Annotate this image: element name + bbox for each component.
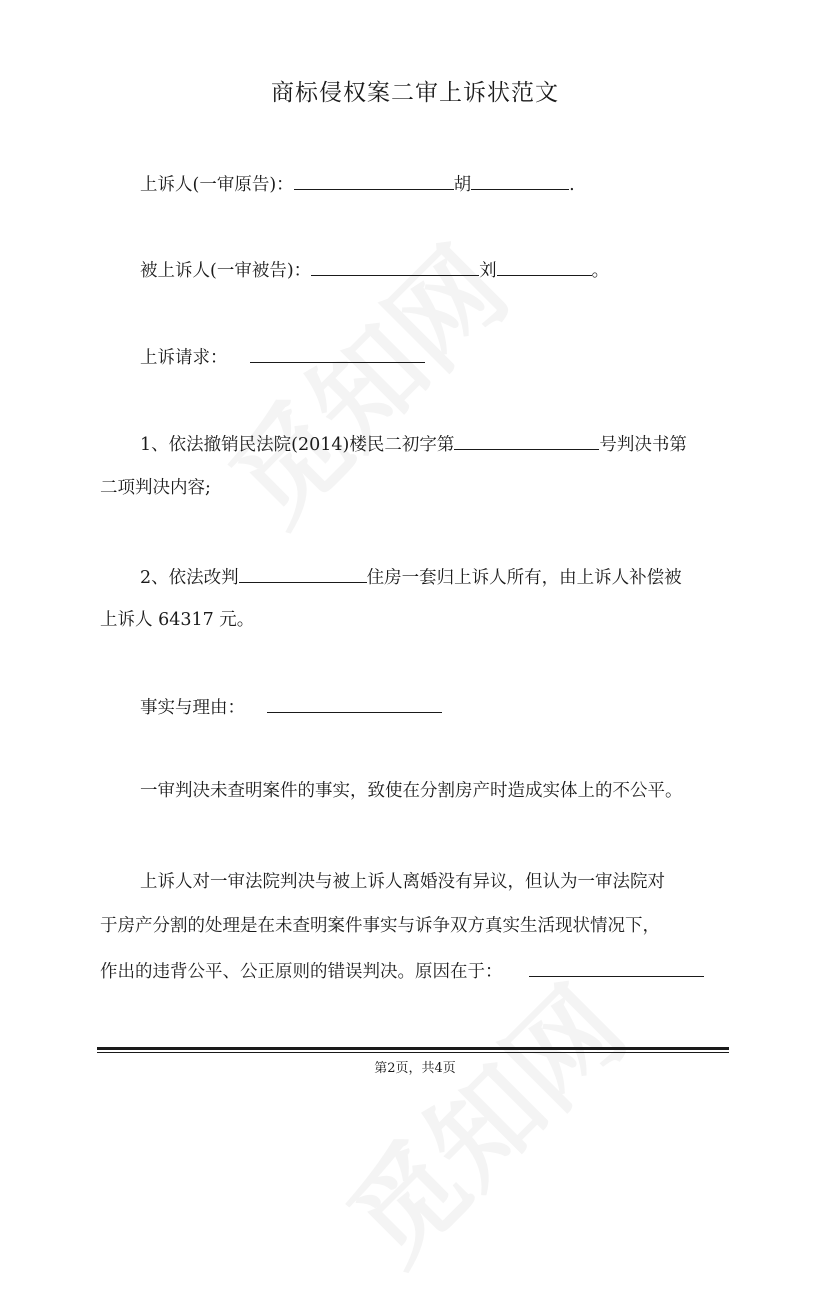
appellant-blank-1	[294, 169, 454, 190]
appellant-end: .	[569, 175, 575, 195]
request-label: 上诉请求：	[140, 348, 228, 368]
item2-suffix: 住房一套归上诉人所有，由上诉人补偿被	[366, 568, 682, 588]
item1-prefix: 1、依法撤销民法院(2014)楼民二初字第	[140, 435, 455, 455]
facts-label: 事实与理由：	[140, 698, 245, 718]
appellant-name: 胡	[453, 175, 472, 195]
appellee-end: 。	[591, 261, 610, 281]
page-number: 第2页，共4页	[374, 1061, 456, 1076]
footer-rule-thick	[97, 1047, 729, 1050]
document-title: 商标侵权案二审上诉状范文	[271, 80, 559, 106]
item1-line	[140, 429, 687, 459]
request-blank	[250, 342, 425, 363]
footer-rule-thin	[97, 1052, 729, 1053]
appellee-name: 刘	[479, 261, 497, 281]
item2-cont: 上诉人 64317 元。	[100, 610, 255, 630]
appellee-label: 被上诉人(一审被告)：	[140, 261, 312, 281]
para2-line3	[100, 956, 704, 986]
item1-suffix: 号判决书第	[599, 435, 687, 455]
appellee-blank-1	[311, 255, 479, 276]
item2-prefix: 2、依法改判	[140, 568, 239, 588]
para1: 一审判决未查明案件的事实，致使在分割房产时造成实体上的不公平。	[140, 781, 683, 801]
facts-blank	[267, 692, 442, 713]
appellee-blank-2	[497, 255, 592, 276]
watermark-bottom	[332, 992, 629, 1289]
item1-cont: 二项判决内容;	[100, 478, 211, 498]
item2-blank	[239, 562, 367, 583]
item2-line	[140, 562, 682, 592]
appellant-line	[140, 169, 575, 199]
para2-blank	[529, 956, 704, 977]
para2-line1: 上诉人对一审法院判决与被上诉人离婚没有异议，但认为一审法院对	[140, 872, 665, 892]
request-line	[140, 342, 425, 372]
para2-line3-text: 作出的违背公平、公正原则的错误判决。原因在于：	[100, 962, 503, 982]
item1-blank	[454, 429, 599, 450]
appellant-blank-2	[471, 169, 569, 190]
appellee-line	[140, 255, 609, 285]
facts-line	[140, 692, 442, 722]
para2-line2: 于房产分割的处理是在未查明案件事实与诉争双方真实生活现状情况下，	[100, 916, 660, 936]
appellant-label: 上诉人(一审原告)：	[140, 175, 294, 195]
